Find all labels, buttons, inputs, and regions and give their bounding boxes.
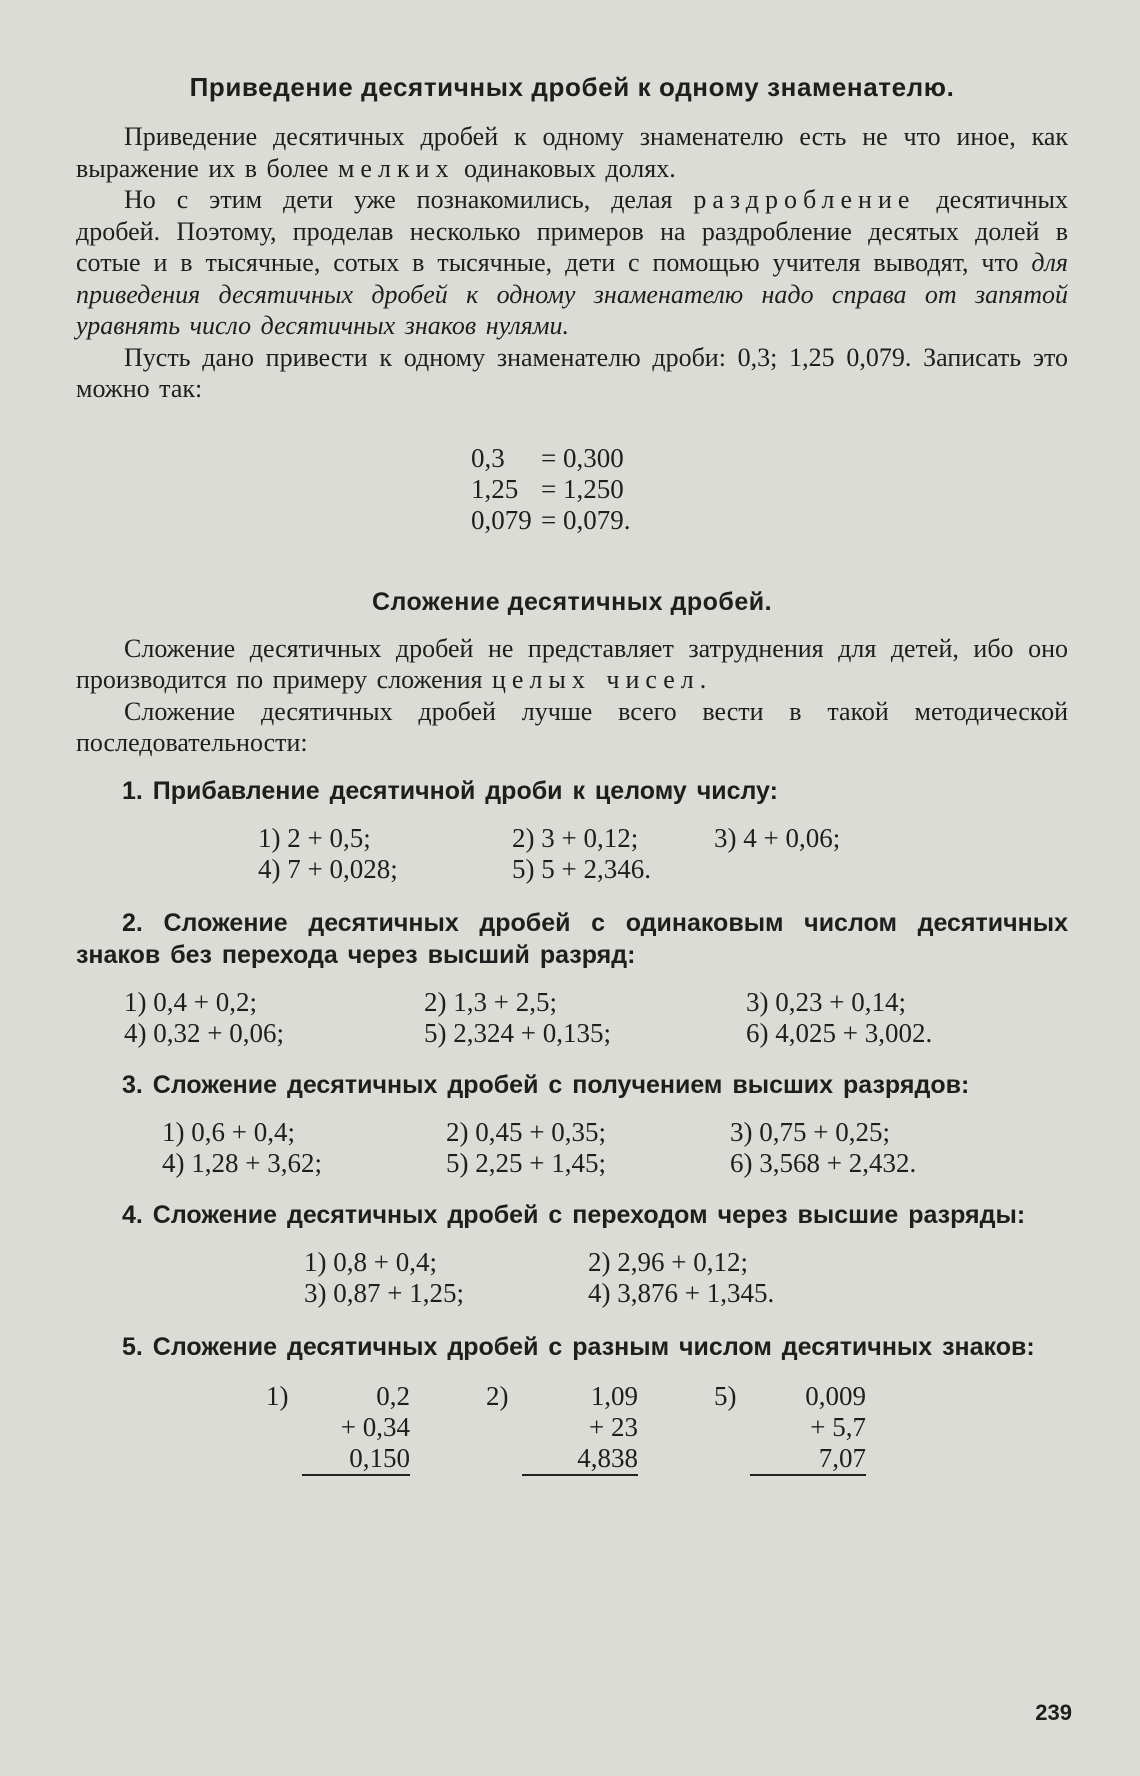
step-1-examples — [258, 823, 840, 885]
example: 1) 0,6 + 0,4; — [162, 1116, 295, 1147]
example: 5) 5 + 2,346. — [512, 853, 651, 884]
example: 2) 3 + 0,12; — [512, 822, 639, 853]
addend: 0,009 — [805, 1380, 866, 1411]
addend: + 23 — [589, 1411, 638, 1442]
italic-rule: для приведения десятичных дробей к одному знаменателю надо справа от запятой уравнять число десятичных знаков нулями. — [76, 248, 1068, 340]
text: Сложение десятичных дробей не представляет затруднения для детей, ибо оно производится по примеру сложения — [76, 633, 1068, 694]
example-number: 1) — [266, 1380, 289, 1411]
example: 5) 2,324 + 0,135; — [424, 1017, 611, 1048]
subsection-title: Сложение десятичных дробей. — [371, 587, 773, 616]
step-4-heading: 4. Сложение десятичных дробей с переходом через высшие разряды: — [122, 1200, 1026, 1229]
eq-right: = 1,250 — [541, 473, 624, 504]
addend: 1,09 — [590, 1380, 638, 1411]
addend: + 0,34 — [340, 1411, 410, 1442]
eq-left: 0,3 — [471, 442, 505, 473]
example-number: 5) — [714, 1380, 737, 1411]
text: Приведение десятичных дробей к одному знаменателю есть не что иное, как выражение их в более — [76, 122, 1068, 183]
addend: 0,150 — [302, 1443, 410, 1476]
example: 1) 0,4 + 0,2; — [124, 986, 257, 1017]
example: 4) 7 + 0,028; — [258, 853, 398, 884]
equality-row — [471, 443, 630, 474]
addend: 0,2 — [376, 1380, 410, 1411]
example: 3) 0,75 + 0,25; — [730, 1116, 890, 1147]
page-column — [76, 72, 1068, 1476]
example: 4) 1,28 + 3,62; — [162, 1147, 322, 1178]
equality-row — [471, 474, 630, 505]
example: 1) 2 + 0,5; — [258, 822, 371, 853]
step-3-heading: 3. Сложение десятичных дробей с получением высших разрядов: — [122, 1070, 970, 1099]
example: 4) 3,876 + 1,345. — [588, 1277, 775, 1308]
paragraph-4 — [76, 633, 1068, 696]
eq-right: = 0,079. — [541, 504, 631, 535]
step-2-heading: 2. Сложение десятичных дробей с одинаковым числом десятичных знаков без перехода через высший разряд: — [76, 908, 1068, 969]
example: 3) 4 + 0,06; — [714, 822, 841, 853]
example-number: 2) — [486, 1380, 509, 1411]
addend: + 5,7 — [810, 1411, 866, 1442]
step-5-column-sums — [266, 1381, 866, 1476]
example: 6) 4,025 + 3,002. — [746, 1017, 933, 1048]
equalities — [471, 443, 630, 536]
step-4-examples — [304, 1247, 774, 1309]
step-1-heading: 1. Прибавление десятичной дроби к целому числу: — [122, 776, 778, 805]
example: 2) 1,3 + 2,5; — [424, 986, 557, 1017]
eq-left: 1,25 — [471, 473, 519, 504]
page-number: 239 — [1035, 1700, 1072, 1725]
text: Но с этим дети уже познакомились, делая — [124, 185, 694, 214]
step-2-examples — [124, 987, 932, 1049]
eq-right: = 0,300 — [541, 442, 624, 473]
spaced-text: раздробление — [693, 185, 916, 214]
example: 3) 0,23 + 0,14; — [746, 986, 906, 1017]
example: 6) 3,568 + 2,432. — [730, 1147, 917, 1178]
section-title: Приведение десятичных дробей к одному знаменателю. — [189, 72, 955, 102]
example: 2) 2,96 + 0,12; — [588, 1246, 748, 1277]
addend: 7,07 — [750, 1443, 866, 1476]
example: 4) 0,32 + 0,06; — [124, 1017, 284, 1048]
eq-left: 0,079 — [471, 504, 532, 535]
example: 2) 0,45 + 0,35; — [446, 1116, 606, 1147]
spaced-text: мелких — [337, 153, 455, 183]
paragraph-1 — [76, 121, 1068, 184]
addend: 4,838 — [522, 1443, 638, 1476]
example: 1) 0,8 + 0,4; — [304, 1246, 437, 1277]
equality-row — [471, 505, 630, 536]
example: 3) 0,87 + 1,25; — [304, 1277, 464, 1308]
text: одинаковых долях. — [454, 153, 676, 183]
step-5-heading: 5. Сложение десятичных дробей с разным числом десятичных знаков: — [122, 1332, 1035, 1361]
step-3-examples — [162, 1117, 916, 1179]
paragraph-3: Пусть дано привести к одному знаменателю дроби: 0,3; 1,25 0,079. Записать это можно так: — [76, 342, 1068, 403]
text: десятичных дробей. Поэтому, проделав несколько примеров на раздробление десятых долей в сотые и в тысячные, сотых в тысячные, дети с помощью учителя выводят, что — [76, 185, 1068, 277]
paragraph-2 — [76, 184, 1068, 342]
paragraph-5: Сложение десятичных дробей лучше всего вести в такой методической последовательности: — [76, 696, 1068, 757]
example: 5) 2,25 + 1,45; — [446, 1147, 606, 1178]
spaced-text: целых чисел. — [491, 665, 713, 694]
